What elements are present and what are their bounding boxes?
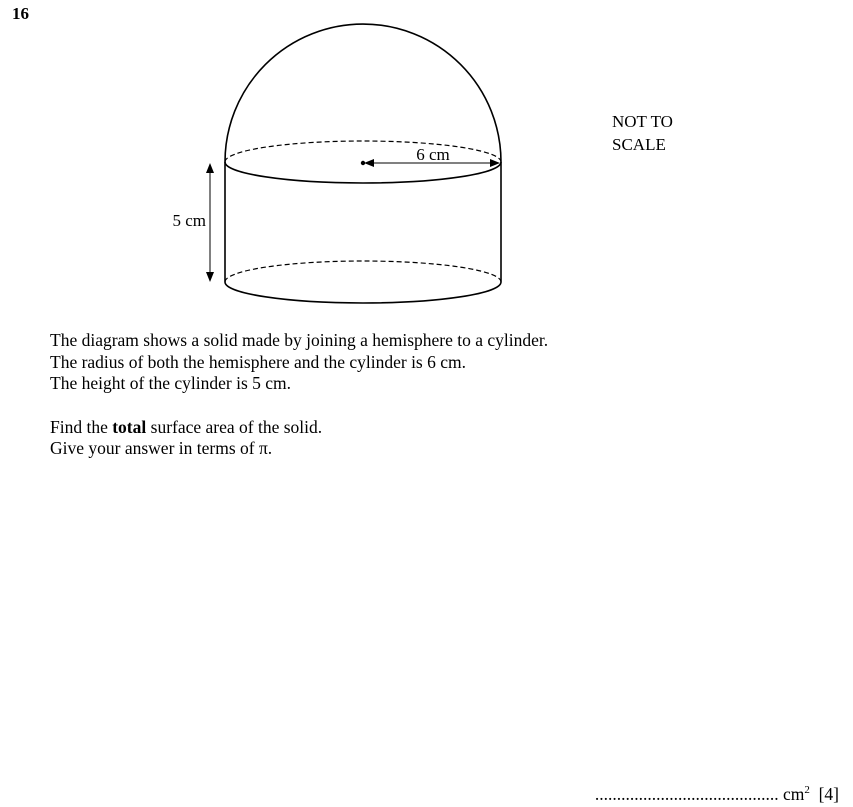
not-to-scale-line2: SCALE bbox=[612, 135, 666, 154]
hemisphere-cylinder-diagram bbox=[0, 0, 853, 320]
hemisphere-outline bbox=[225, 24, 501, 162]
answer-unit-power: 2 bbox=[804, 784, 810, 797]
answer-line[interactable] bbox=[595, 784, 839, 805]
bottom-ellipse-front bbox=[225, 282, 501, 303]
instruction-give: Give your answer in terms of π. bbox=[50, 438, 273, 458]
text-line-2: The radius of both the hemisphere and the cylinder is 6 cm. bbox=[50, 351, 466, 372]
top-ellipse-back bbox=[225, 141, 501, 162]
text-line-1: The diagram shows a solid made by joining a hemisphere to a cylinder. bbox=[50, 330, 549, 350]
not-to-scale-note bbox=[612, 110, 673, 156]
bottom-ellipse-back bbox=[225, 261, 501, 282]
centre-point bbox=[361, 161, 365, 165]
answer-marks: [4] bbox=[818, 784, 839, 804]
answer-dots[interactable]: .......................................... bbox=[594, 784, 779, 804]
radius-label: 6 cm bbox=[416, 145, 450, 164]
text-line-3: The height of the cylinder is 5 cm. bbox=[50, 373, 292, 393]
find-bold-word: total bbox=[112, 416, 147, 437]
not-to-scale-line1: NOT TO bbox=[612, 112, 673, 131]
question-text bbox=[50, 330, 548, 460]
height-label: 5 cm bbox=[172, 211, 206, 230]
question-number: 16 bbox=[12, 4, 29, 23]
find-prefix: Find the bbox=[50, 416, 113, 437]
find-suffix: surface area of the solid. bbox=[146, 416, 323, 437]
instruction-find bbox=[50, 417, 548, 439]
answer-unit: $cm^2$ bbox=[782, 784, 810, 804]
